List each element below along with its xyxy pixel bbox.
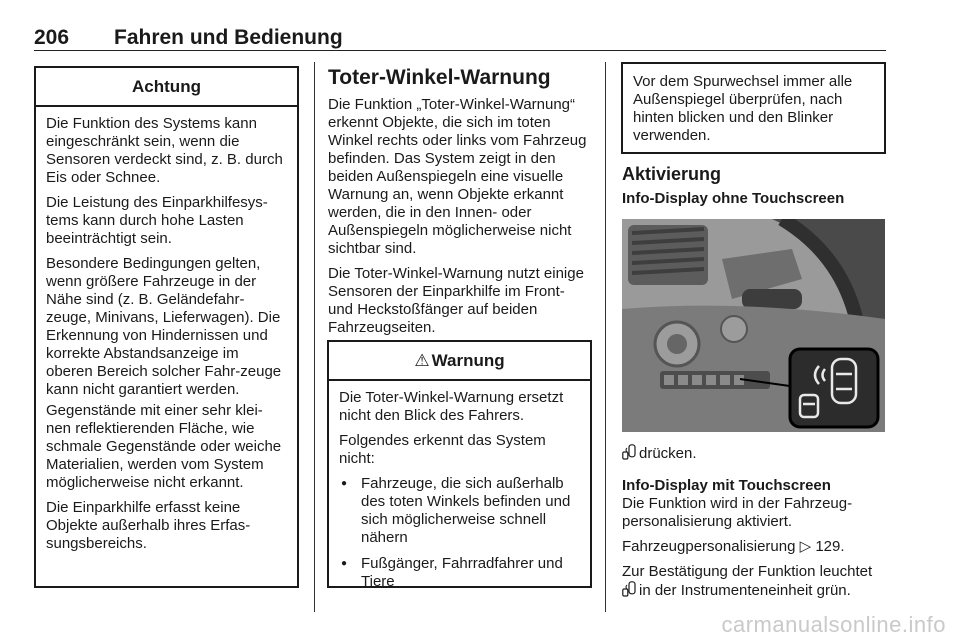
page-header xyxy=(34,26,886,52)
activation-header xyxy=(622,164,887,208)
lane-change-text: Vor dem Spurwechsel immer alle Außenspiegel überprüfen, nach hinten blicken und den Blinker verwenden. xyxy=(633,73,853,144)
attention-paragraph: Die Funktion des Systems kann eingeschränkt sein, wenn die Sensoren verdeckt sind, z. B. durch Eis oder Schnee. xyxy=(46,115,283,186)
activation-body xyxy=(622,444,887,607)
press-instruction xyxy=(622,444,887,463)
confirmation-text-end: in der Instrumenteneinheit grün. xyxy=(639,582,851,599)
section-title: Fahren und Bedienung xyxy=(114,26,343,49)
subheading-no-touchscreen: Info-Display ohne Touchscreen xyxy=(622,190,845,207)
blind-spot-intro: Die Funktion „Toter-Winkel-Warnung“ erkennt Objekte, die sich im toten Winkel rechts oder links vom Fahrzeug befinden. Das System zeigt in den beiden Außenspiegeln eine visuelle Warnung an, wenn Objekte erkannt werden, die in den Innen- oder Außenspiegeln möglicherweise nicht sichtbar sind. xyxy=(328,96,587,257)
arrow-reference-icon: ▷ xyxy=(799,538,812,555)
blind-spot-icon xyxy=(622,444,636,460)
header-rule xyxy=(34,50,886,51)
warning-triangle-icon: ⚠ xyxy=(414,351,430,370)
press-text: drücken. xyxy=(639,445,697,462)
activation-title: Aktivierung xyxy=(622,164,722,184)
attention-box-title: Achtung xyxy=(36,68,297,107)
blind-spot-title: Toter-Winkel-Warnung xyxy=(328,66,551,89)
dashboard-switch-photo xyxy=(622,219,885,432)
warning-box xyxy=(327,340,592,588)
warning-box-title: Warnung xyxy=(431,351,505,370)
page-number: 206 xyxy=(34,26,70,49)
attention-paragraph: Gegenstände mit einer sehr klei-nen reflektierenden Fläche, wie schmale Gegenstände oder weiche Materialien, werden vom System möglicherweise nicht erkannt. xyxy=(46,402,282,491)
confirmation-text: Zur Bestätigung der Funktion leuchtet xyxy=(622,563,873,580)
list-item: ● Fahrzeuge, die sich außerhalb des toten Winkels befinden und sich möglicherweise schnell nähern xyxy=(339,475,580,547)
subheading-touchscreen: Info-Display mit Touchscreen xyxy=(622,477,831,494)
lane-change-box xyxy=(621,62,886,154)
attention-paragraph: Die Einparkhilfe erfasst keine Objekte außerhalb ihres Erfas-sungsbereichs. xyxy=(46,499,251,552)
activation-paragraph: Die Funktion wird in der Fahrzeug-personalisierung aktiviert. xyxy=(622,495,853,530)
blind-spot-sensors: Die Toter-Winkel-Warnung nutzt einige Sensoren der Einparkhilfe im Front- und Heckstoßfänger auf beiden Fahrzeugseiten. xyxy=(328,265,584,336)
column-divider-2 xyxy=(605,62,606,612)
blind-spot-section xyxy=(328,66,592,344)
watermark: carmanualsonline.info xyxy=(721,612,946,637)
column-divider-1 xyxy=(314,62,315,612)
attention-paragraph: Die Leistung des Einparkhilfesys-tems kann durch hohe Lasten beeinträchtigt sein. xyxy=(46,194,268,247)
personalisation-text: Fahrzeugpersonalisierung xyxy=(622,538,796,555)
attention-paragraph: Besondere Bedingungen gelten, wenn größere Fahrzeuge in der Nähe sind (z. B. Geländefahr-zeuge, Minivans, Lieferwagen). Die Erkennung von Hindernissen und korrekte Abstandsanzeige im oberen Bereich solcher Fahr-zeuge kann nicht garantiert werden. xyxy=(46,255,282,398)
attention-box xyxy=(34,66,299,588)
list-item: ● Fußgänger, Fahrradfahrer und Tiere xyxy=(339,555,580,591)
warning-paragraph: Folgendes erkennt das System nicht: xyxy=(339,432,546,467)
page-reference: 129. xyxy=(815,538,845,555)
personalisation-reference xyxy=(622,538,887,556)
blind-spot-icon xyxy=(622,581,636,597)
warning-paragraph: Die Toter-Winkel-Warnung ersetzt nicht den Blick des Fahrers. xyxy=(339,389,564,424)
confirmation-paragraph xyxy=(622,563,887,600)
warning-box-header xyxy=(329,342,590,381)
warning-list xyxy=(339,475,580,591)
